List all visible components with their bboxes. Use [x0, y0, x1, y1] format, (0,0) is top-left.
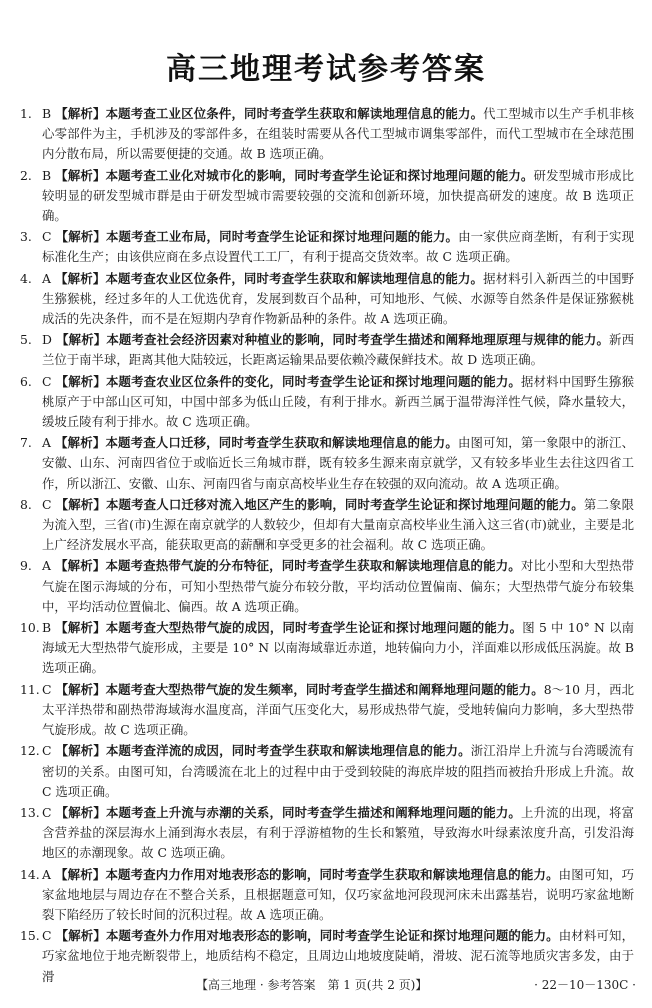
- analysis-text: 第二象限为流入型，三省(市)生源在南京就学的人数较少，但却有大量南京高校毕业生涌入这三省(市)就业，主要是北上广经济发展水平高，能获取更高的薪酬和享受更多的社会福利。故 C 选项正确。: [42, 496, 635, 553]
- answer-item: [20, 741, 634, 802]
- answer-item: [20, 166, 634, 227]
- answer-choice: C: [42, 743, 52, 759]
- analysis-text: 由图可知，第一象限中的浙江、安徽、山东、河南四省位于或临近长三角城市群，既有较多生源来南京就学，又有较多毕业生去往这四省工作，所以浙江、安徽、山东、河南四省与南京高校毕业生存在较强的双向流动。故 A 选项正确。: [42, 435, 635, 491]
- answer-choice: B: [42, 106, 52, 121]
- analysis-tag: 【解析】: [55, 270, 106, 286]
- answer-item: [20, 495, 634, 556]
- analysis-focus: 本题考查工业区位条件，同时考查学生获取和解读地理信息的能力。: [105, 106, 484, 121]
- answer-choice: C: [42, 681, 52, 697]
- answer-item: [20, 433, 634, 494]
- answer-item: [20, 330, 634, 370]
- answer-choice: A: [42, 866, 51, 882]
- analysis-text: 上升流的出现，将富含营养盐的深层海水上涌到海水表层，有利于浮游植物的生长和繁殖，导致海水叶绿素浓度升高，引发沿海地区的赤潮现象。故 C 选项正确。: [42, 804, 635, 861]
- answer-number: 8.: [20, 496, 32, 512]
- analysis-focus: 本题考查工业布局，同时考查学生论证和探讨地理问题的能力。: [105, 229, 459, 245]
- analysis-focus: 本题考查农业区位条件，同时考查学生获取和解读地理信息的能力。: [105, 270, 484, 286]
- analysis-text: 图 5 中 10° N 以南海域无大型热带气旋形成，主要是 10° N 以南海域靠近赤道，地转偏向力小，洋面难以形成低压涡旋。故 B 选项正确。: [42, 620, 634, 676]
- analysis-focus: 本题考查大型热带气旋的发生频率，同时考查学生描述和阐释地理问题的能力。: [105, 681, 544, 697]
- analysis-text: 据材料中国野生猕猴桃原产于中部山区可知，中国中部多为低山丘陵，有利于排水。新西兰属于温带海洋性气候，降水量较大，缓坡丘陵有利于排水。故 C 选项正确。: [42, 373, 635, 430]
- analysis-focus: 本题考查上升流与赤潮的关系，同时考查学生描述和阐释地理问题的能力。: [105, 804, 521, 820]
- answer-choice: A: [42, 558, 51, 574]
- analysis-focus: 本题考查大型热带气旋的成因，同时考查学生论证和探讨地理问题的能力。: [105, 620, 523, 636]
- answer-choice: A: [42, 270, 51, 286]
- analysis-focus: 本题考查内力作用对地表形态的影响，同时考查学生获取和解读地理信息的能力。: [105, 866, 559, 882]
- answer-list: [20, 104, 634, 988]
- answer-item: [20, 269, 634, 330]
- answer-item: [20, 227, 634, 267]
- analysis-text: 对比小型和大型热带气旋在图示海域的分布，可知小型热带气旋分布较分散，平均活动位置偏南、偏东；大型热带气旋分布较集中，平均活动位置偏北、偏西。故 A 选项正确。: [42, 558, 634, 614]
- analysis-focus: 本题考查农业区位条件的变化，同时考查学生论证和探讨地理问题的能力。: [105, 373, 521, 389]
- analysis-tag: 【解析】: [55, 106, 106, 121]
- answer-number: 13.: [20, 804, 40, 820]
- answer-choice: D: [42, 332, 52, 348]
- page-footer: [0, 976, 652, 996]
- analysis-text: 8～10 月，西北太平洋热带和副热带海域海水温度高，洋面气压变化大，易形成热带气旋，受地转偏向力影响，多大型热带气旋形成。故 C 选项正确。: [42, 681, 635, 738]
- answer-choice: C: [42, 496, 52, 512]
- answer-number: 6.: [20, 373, 32, 389]
- answer-choice: B: [42, 620, 52, 636]
- analysis-text: 由一家供应商垄断，有利于实现标准化生产；由该供应商在多点设置代工工厂，有利于提高交货效率。故 C 选项正确。: [42, 229, 635, 265]
- analysis-focus: 本题考查社会经济因素对种植业的影响，同时考查学生描述和阐释地理原理与规律的能力。: [106, 332, 610, 348]
- answer-number: 12.: [20, 743, 40, 759]
- answer-number: 9.: [20, 558, 32, 574]
- answer-choice: C: [42, 229, 52, 245]
- answer-choice: B: [42, 167, 52, 183]
- analysis-tag: 【解析】: [55, 229, 106, 245]
- analysis-tag: 【解析】: [55, 496, 106, 512]
- analysis-focus: 本题考查人口迁移，同时考查学生获取和解读地理信息的能力。: [105, 435, 458, 451]
- answer-number: 15.: [20, 928, 40, 944]
- analysis-tag: 【解析】: [56, 332, 107, 348]
- analysis-focus: 本题考查工业化对城市化的影响，同时考查学生论证和探讨地理问题的能力。: [105, 167, 534, 183]
- answer-item: [20, 556, 634, 617]
- analysis-text: 研发型城市形成比较明显的研发型城市群是由于研发型城市需要较强的交流和创新环境，加快提高研发的速度。故 B 选项正确。: [42, 167, 635, 224]
- answer-item: [20, 104, 634, 165]
- analysis-focus: 本题考查人口迁移对流入地区产生的影响，同时考查学生论证和探讨地理问题的能力。: [105, 496, 584, 512]
- analysis-tag: 【解析】: [55, 373, 106, 389]
- analysis-tag: 【解析】: [55, 928, 106, 944]
- analysis-text: 由图可知，巧家盆地地层与周边存在不整合关系，且根据题意可知，仅巧家盆地河段现河床未出露基岩，说明巧家盆地断裂下陷经历了较长时间的沉积过程。故 A 选项正确。: [42, 866, 634, 922]
- analysis-tag: 【解析】: [55, 804, 106, 820]
- answer-item: [20, 803, 634, 864]
- analysis-text: 代工型城市以生产手机非核心零部件为主，手机涉及的零部件多，在组装时需要从各代工型城市调集零部件，而代工型城市在全球范围内分散布局，所以需要便捷的交通。故 B 选项正确。: [42, 106, 635, 162]
- footer-page-info: 【高三地理 · 参考答案 第 1 页(共 2 页)】: [196, 978, 428, 992]
- analysis-tag: 【解析】: [55, 435, 106, 451]
- analysis-text: 浙江沿岸上升流与台湾暖流有密切的关系。由图可知，台湾暖流在北上的过程中由于受到较陡的海底岸坡的阻挡而被抬升形成上升流。故 C 选项正确。: [42, 743, 635, 799]
- analysis-tag: 【解析】: [55, 866, 106, 882]
- answer-item: [20, 680, 634, 741]
- answer-choice: A: [42, 435, 51, 451]
- analysis-text: 由材料可知，巧家盆地位于地壳断裂带上，地质结构不稳定，且周边山地坡度陡峭，滑坡、泥石流等地质灾害多发，由于滑: [42, 928, 635, 984]
- answer-choice: C: [42, 373, 52, 389]
- answer-number: 2.: [20, 167, 32, 183]
- analysis-focus: 本题考查热带气旋的分布特征，同时考查学生获取和解读地理信息的能力。: [105, 558, 521, 574]
- analysis-text: 新西兰位于南半球，距离其他大陆较远，长距离运输果品要依赖冷藏保鲜技术。故 D 选项正确。: [42, 332, 635, 368]
- answer-choice: C: [42, 928, 52, 944]
- analysis-text: 据材料引入新西兰的中国野生猕猴桃，经过多年的人工优选优育，发展到数百个品种，可知地形、气候、水源等自然条件是保证猕猴桃成活的先决条件，而不是在短期内孕育作物新品种的条件。故 A 选项正确。: [42, 270, 634, 327]
- footer-code: · 22－10－130C ·: [534, 978, 636, 992]
- answer-number: 14.: [20, 866, 40, 882]
- answer-number: 1.: [20, 106, 32, 121]
- analysis-tag: 【解析】: [55, 681, 106, 697]
- answer-number: 7.: [20, 435, 32, 451]
- analysis-tag: 【解析】: [55, 558, 106, 574]
- analysis-tag: 【解析】: [55, 743, 106, 759]
- analysis-tag: 【解析】: [55, 167, 106, 183]
- answer-number: 10.: [20, 620, 40, 636]
- answer-number: 3.: [20, 229, 32, 245]
- answer-item: [20, 618, 634, 679]
- answer-number: 5.: [20, 332, 32, 348]
- answer-number: 11.: [20, 681, 40, 697]
- answer-choice: C: [42, 804, 52, 820]
- analysis-tag: 【解析】: [55, 620, 106, 636]
- page-title: 高三地理考试参考答案: [166, 52, 486, 87]
- analysis-focus: 本题考查洋流的成因，同时考查学生获取和解读地理信息的能力。: [105, 743, 471, 759]
- analysis-focus: 本题考查外力作用对地表形态的影响，同时考查学生论证和探讨地理问题的能力。: [105, 928, 559, 944]
- answer-item: [20, 865, 634, 926]
- answer-number: 4.: [20, 270, 32, 286]
- answer-item: [20, 372, 634, 433]
